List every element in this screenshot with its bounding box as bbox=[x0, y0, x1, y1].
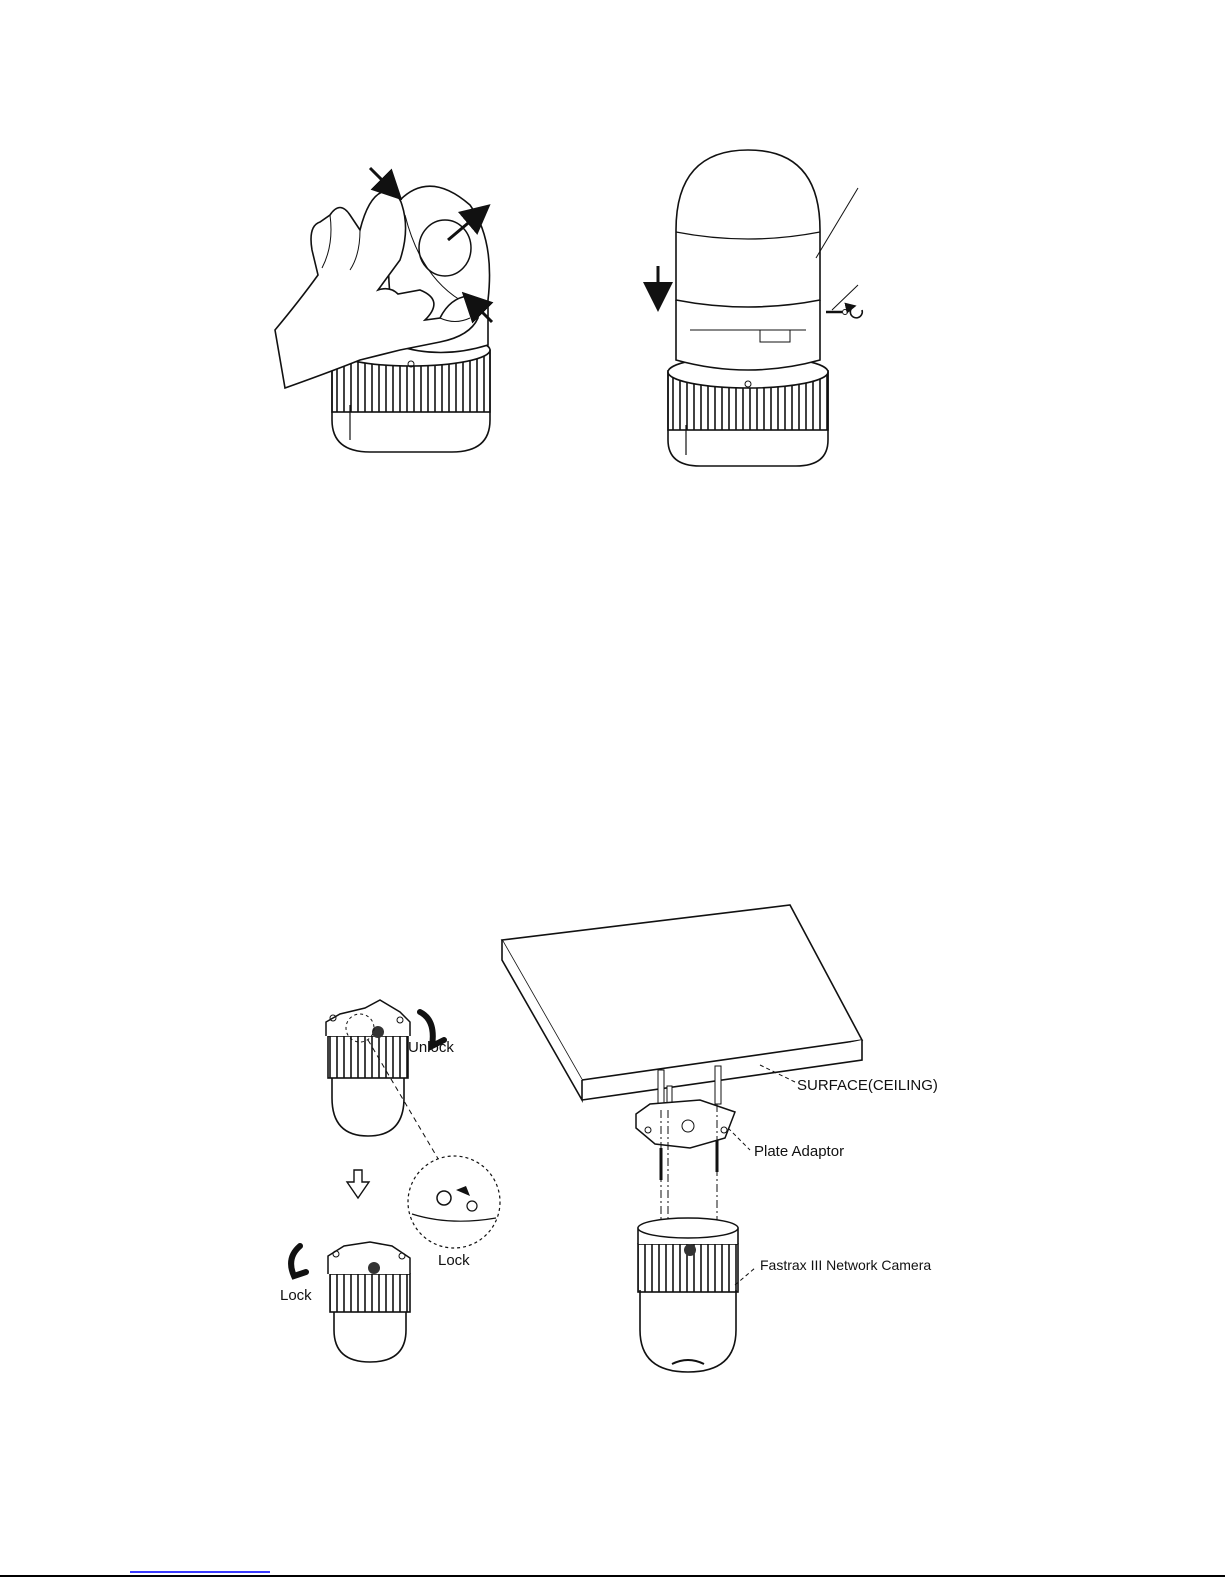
lock-detail-label: Lock bbox=[438, 1252, 470, 1269]
plate-adaptor-label: Plate Adaptor bbox=[754, 1143, 845, 1160]
lock-rotate-label: Lock bbox=[280, 1287, 312, 1304]
figure-remove-housing bbox=[658, 150, 862, 466]
ceiling-surface bbox=[502, 905, 862, 1100]
unlock-label: Unlock bbox=[408, 1039, 454, 1056]
footer-rule bbox=[0, 1575, 1225, 1577]
figure-ceiling-mount bbox=[502, 905, 938, 1372]
outer-housing bbox=[676, 150, 820, 307]
plate-adaptor bbox=[636, 1100, 735, 1148]
network-camera bbox=[638, 1218, 738, 1372]
camera-label: Fastrax III Network Camera bbox=[760, 1257, 932, 1273]
figure-lock-unlock bbox=[280, 1000, 500, 1362]
figure-remove-dome bbox=[275, 168, 492, 452]
surface-label: SURFACE(CEILING) bbox=[797, 1077, 938, 1094]
camera-lock bbox=[328, 1242, 410, 1362]
next-step-arrow-icon bbox=[347, 1170, 369, 1198]
screw-icon bbox=[826, 310, 848, 315]
camera-unlock bbox=[326, 1000, 410, 1136]
lock-detail bbox=[408, 1156, 500, 1248]
camera-base bbox=[668, 356, 828, 466]
footer-link-underline bbox=[130, 1571, 270, 1573]
rotate-arrow-icon bbox=[850, 306, 862, 318]
lock-rotate-arrow-icon bbox=[291, 1246, 306, 1276]
